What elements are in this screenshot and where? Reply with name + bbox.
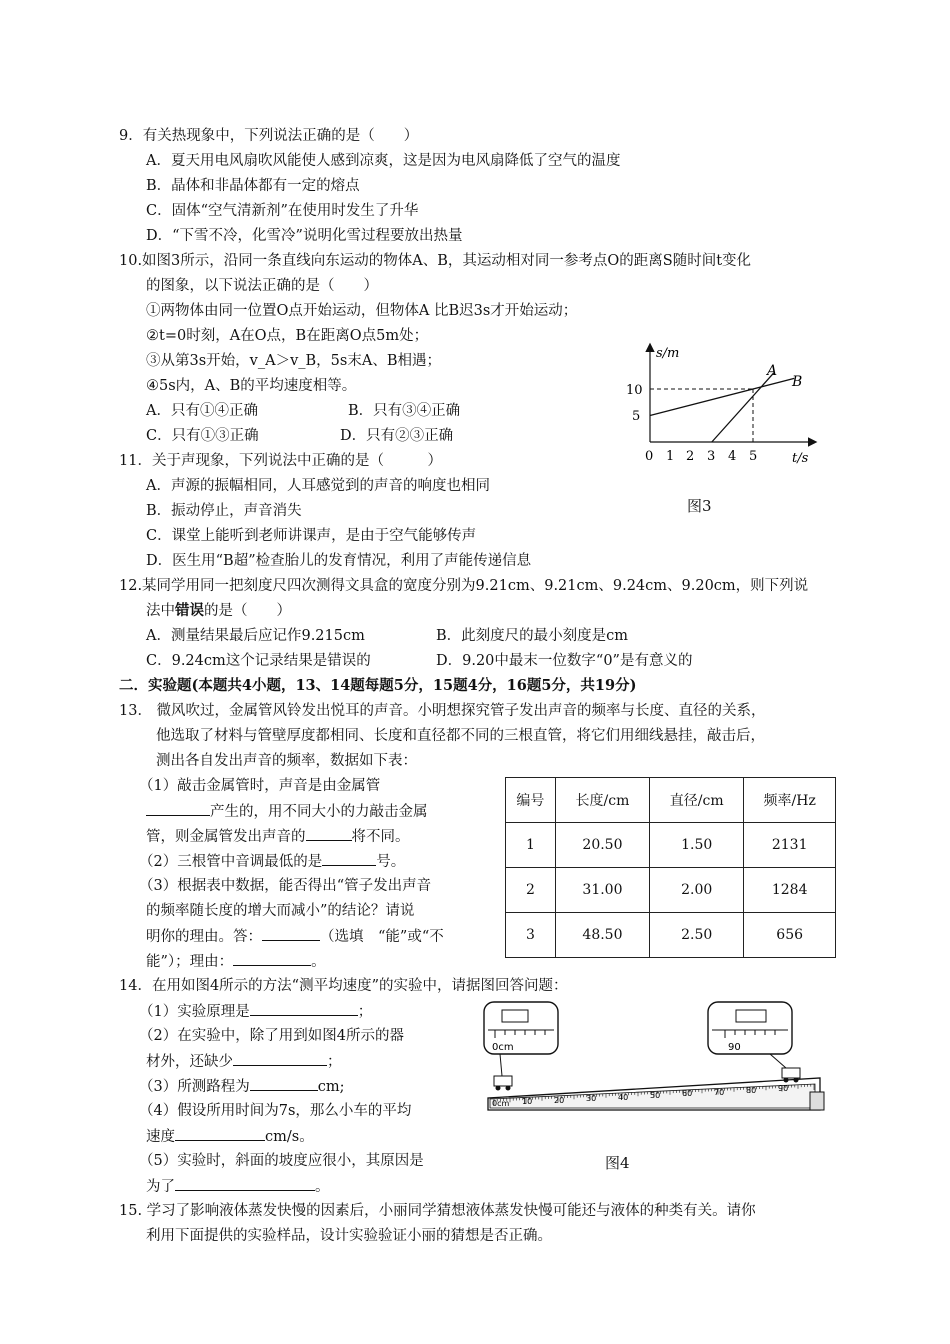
x-tick-5: 5	[749, 449, 758, 464]
q13-part1-c: 管，则金属管发出声音的 将不同。	[146, 826, 410, 847]
figure4-incline	[480, 998, 830, 1123]
ruler-label-30: 30	[586, 1094, 597, 1103]
q11-option-c: C．课堂上能听到老师讲课声，是由于空气能够传声	[146, 528, 477, 544]
q11-option-b: B．振动停止，声音消失	[146, 503, 302, 519]
x-tick-1: 1	[666, 449, 675, 464]
table-cell: 656	[744, 913, 836, 958]
q14-part2-a: （2）在实验中，除了用到如图4所示的器	[139, 1028, 404, 1044]
q14-part2-b: 材外，还缺少 ；	[146, 1051, 342, 1072]
answer-blank[interactable]	[250, 1076, 318, 1091]
x-axis-label: t/s	[792, 451, 809, 466]
x-tick-4: 4	[728, 449, 737, 464]
answer-blank[interactable]	[250, 1001, 358, 1016]
ruler-label-0: 0cm	[492, 1099, 510, 1108]
table-header: 长度/cm	[555, 778, 649, 823]
x-tick-0: 0	[645, 449, 654, 464]
q13-line1: 13． 微风吹过，金属管风铃发出悦耳的声音。小明想探究管子发出声音的频率与长度、直径的关系，	[119, 703, 766, 719]
q14-part5-b: 为了 。	[146, 1176, 330, 1197]
y-axis-label: s/m	[656, 346, 680, 361]
end-zoom-label: 90	[728, 1042, 741, 1053]
q13-part3-d: 能”）；理由： 。	[146, 951, 326, 972]
answer-blank[interactable]	[175, 1176, 315, 1191]
q15-line2: 利用下面提供的实验样品，设计实验验证小丽的猜想是否正确。	[146, 1228, 552, 1244]
series-b-line	[650, 378, 794, 415]
q11-option-a: A．声源的振幅相同，人耳感觉到的声音的响度也相同	[146, 478, 490, 494]
series-a-label: A	[767, 363, 778, 379]
q9-option-b: B．晶体和非晶体都有一定的熔点	[146, 178, 360, 194]
q12-stem-line1: 12.某同学用同一把刻度尺四次测得文具盒的宽度分别为9.21cm、9.21cm、9.24cm、9.20cm，则下列说	[119, 578, 809, 594]
figure3-graph	[610, 335, 830, 470]
ruler-label-40: 40	[618, 1093, 629, 1102]
q9-option-a: A．夏天用电风扇吹风能使人感到凉爽，这是因为电风扇降低了空气的温度	[146, 153, 621, 169]
table-header-row	[506, 778, 836, 823]
table-cell: 31.00	[555, 868, 649, 913]
q13-line2: 他选取了材料与管壁厚度都相同、长度和直径都不同的三根直管，将它们用细线悬挂，敲击后，	[156, 728, 765, 744]
answer-blank[interactable]	[146, 801, 210, 816]
table-cell: 2.50	[650, 913, 744, 958]
ruler-label-10: 10	[522, 1097, 533, 1106]
q9-option-d: D．“下雪不冷，化雪冷”说明化雪过程要放出热量	[146, 228, 463, 244]
ruler-label-60: 60	[682, 1089, 693, 1098]
q13-part1-a: （1）敲击金属管时，声音是由金属管	[139, 778, 381, 794]
answer-blank[interactable]	[262, 926, 320, 941]
table-cell: 1.50	[650, 823, 744, 868]
q13-part3-b: 的频率随长度的增大而减小”的结论？请说	[146, 903, 415, 919]
q11-option-d: D．医生用“B超”检查胎儿的发育情况，利用了声能传递信息	[146, 553, 532, 569]
q10-stem-line1: 10.如图3所示，沿同一条直线向东运动的物体A、B，其运动相对同一参考点O的距离S随时间t变化	[119, 253, 752, 269]
table-cell: 1284	[744, 868, 836, 913]
x-tick-3: 3	[707, 449, 716, 464]
q10-option-c: C．只有①③正确	[146, 428, 259, 444]
series-a-line	[712, 373, 774, 442]
figure4-caption: 图4	[605, 1154, 630, 1172]
table-header: 直径/cm	[650, 778, 744, 823]
q10-statement-4: ④5s内，A、B的平均速度相等。	[146, 378, 357, 394]
q12-option-a: A．测量结果最后应记作9.215cm	[146, 628, 365, 644]
q15-line1: 15. 学习了影响液体蒸发快慢的因素后，小丽同学猜想液体蒸发快慢可能还与液体的种类有关。请你	[119, 1203, 756, 1219]
table-header: 频率/Hz	[744, 778, 836, 823]
figure3-caption: 图3	[687, 497, 712, 515]
ruler-label-70: 70	[714, 1088, 725, 1097]
answer-blank[interactable]	[175, 1126, 265, 1141]
y-tick-5: 5	[632, 409, 641, 424]
q10-statement-3: ③从第3s开始，v_A＞v_B，5s末A、B相遇；	[146, 353, 441, 369]
q12-option-d: D．9.20中最末一位数字“0”是有意义的	[436, 653, 693, 669]
cart-start	[494, 1076, 512, 1086]
answer-blank[interactable]	[306, 826, 352, 841]
y-tick-10: 10	[626, 383, 643, 398]
section2-title: 二．实验题(本题共4小题，13、14题每题5分，15题4分，16题5分，共19分)	[119, 677, 637, 694]
q14-stem: 14．在用如图4所示的方法“测平均速度”的实验中，请据图回答问题：	[119, 978, 568, 994]
q13-line3: 测出各自发出声音的频率，数据如下表：	[156, 753, 417, 769]
ruler-label-90: 90	[778, 1084, 789, 1093]
frequency-table	[505, 777, 836, 958]
table-cell: 1	[506, 823, 556, 868]
q14-part4-b: 速度 cm/s。	[146, 1126, 314, 1147]
end-zoom-callout	[708, 1002, 792, 1068]
q9-stem: 9．有关热现象中，下列说法正确的是（ ）	[119, 128, 419, 144]
q10-statement-1: ①两物体由同一位置O点开始运动，但物体A 比B迟3s才开始运动；	[146, 303, 578, 319]
q13-part3-c: 明你的理由。答： （选填 “能”或“不	[146, 926, 444, 947]
table-cell: 2	[506, 868, 556, 913]
table-cell: 2.00	[650, 868, 744, 913]
q14-part1: （1）实验原理是 ；	[139, 1001, 372, 1022]
x-tick-2: 2	[686, 449, 695, 464]
q9-option-c: C．固体“空气清新剂”在使用时发生了升华	[146, 203, 419, 219]
q10-option-d: D．只有②③正确	[340, 428, 454, 444]
answer-blank[interactable]	[233, 951, 311, 966]
start-zoom-label: 0cm	[492, 1042, 514, 1053]
ruler-label-50: 50	[650, 1091, 661, 1100]
ruler-label-80: 80	[746, 1086, 757, 1095]
table-cell: 20.50	[555, 823, 649, 868]
q13-part1-b: 产生的，用不同大小的力敲击金属	[146, 801, 428, 822]
q11-stem: 11．关于声现象，下列说法中正确的是（ ）	[119, 453, 442, 469]
q13-part3-a: （3）根据表中数据，能否得出“管子发出声音	[139, 878, 432, 894]
series-b-label: B	[792, 374, 803, 390]
cart-end	[782, 1068, 800, 1078]
q10-statement-2: ②t=0时刻，A在O点，B在距离O点5m处；	[146, 328, 429, 344]
table-cell: 48.50	[555, 913, 649, 958]
start-zoom-callout	[484, 1002, 558, 1076]
q12-option-c: C．9.24cm这个记录结果是错误的	[146, 653, 371, 669]
table-row	[506, 913, 836, 958]
q12-stem-line2: 法中错误的是（ ）	[146, 602, 291, 619]
answer-blank[interactable]	[322, 851, 376, 866]
table-cell: 2131	[744, 823, 836, 868]
q10-stem-line2: 的图象，以下说法正确的是（ ）	[146, 278, 378, 294]
q14-part5-a: （5）实验时，斜面的坡度应很小，其原因是	[139, 1153, 424, 1169]
ruler-label-20: 20	[554, 1096, 565, 1105]
q13-part2: （2）三根管中音调最低的是 号。	[139, 851, 405, 872]
q10-option-b: B．只有③④正确	[348, 403, 461, 419]
table-header: 编号	[506, 778, 556, 823]
table-cell: 3	[506, 913, 556, 958]
q14-part4-a: （4）假设所用时间为7s，那么小车的平均	[139, 1103, 412, 1119]
q12-option-b: B．此刻度尺的最小刻度是cm	[436, 628, 629, 644]
q14-part3: （3）所测路程为 cm;	[139, 1076, 345, 1097]
table-row	[506, 868, 836, 913]
table-row	[506, 823, 836, 868]
q10-option-a: A．只有①④正确	[146, 403, 258, 419]
answer-blank[interactable]	[233, 1051, 327, 1066]
incline-support-block	[810, 1092, 824, 1110]
